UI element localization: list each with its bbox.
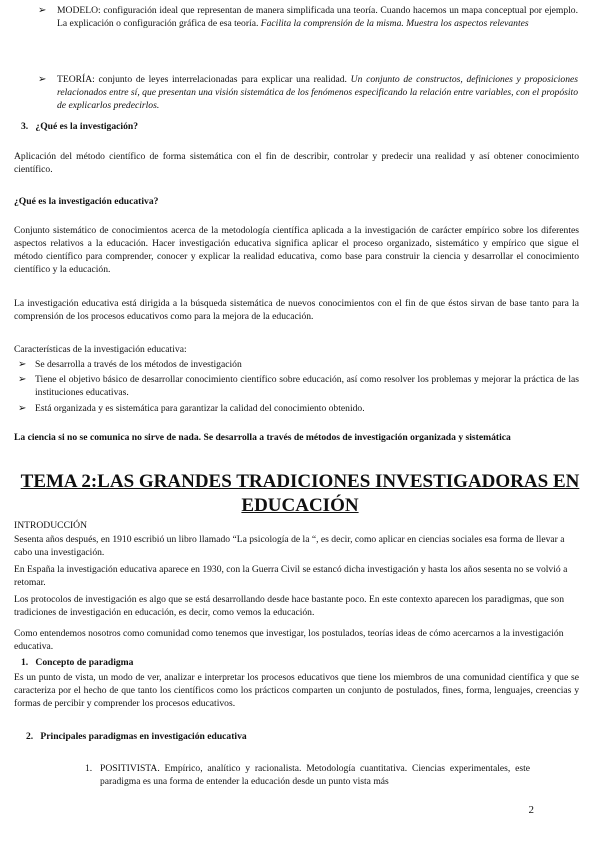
- principales-heading: 2. Principales paradigmas en investigación educativa: [26, 731, 247, 742]
- arrow-bullet-icon: ➢: [18, 359, 27, 370]
- tema-title: TEMA 2:LAS GRANDES TRADICIONES INVESTIGADORAS EN EDUCACIÓN: [20, 471, 580, 516]
- educativa-paragraph-1: Conjunto sistemático de conocimientos acerca de la metodología científica aplicada a la investigación de carácter empírico sobre los diferentes aspectos relativos a la educación. Hacer investigación educativa significa aplicar el proceso organizado, sistemático y empírico que sigue el método científico para comprender, conocer y explicar la realidad educativa, como base para construir la ciencia y desarrollar el conocimiento científico y la educación.: [14, 225, 579, 275]
- intro-line: Sesenta años después, en 1910 escribió un libro llamado “La psicología de la “, es decir, como aplicar en ciencias sociales esa forma de llevar a cabo una investigación.: [14, 534, 565, 558]
- bold-statement: La ciencia si no se comunica no sirve de nada. Se desarrolla a través de métodos de investigación organizada y sistemática: [14, 432, 511, 443]
- intro-label: INTRODUCCIÓN: [14, 520, 88, 531]
- page-number: 2: [528, 804, 534, 816]
- intro-line: En España la investigación educativa aparece en 1930, con la Guerra Civil se estancó dicha investigación y hasta los años sesenta no se volvió a retomar.: [14, 564, 568, 588]
- arrow-bullet-icon: ➢: [18, 403, 27, 414]
- caracteristicas-label: Características de la investigación educativa:: [14, 344, 187, 355]
- educativa-paragraph-2: La investigación educativa está dirigida a la búsqueda sistemática de nuevos conocimientos con el fin de que éstos sirvan de base tanto para la comprensión de los procesos educativos como para la mejora de la educación.: [14, 298, 579, 322]
- caracteristica-item: Está organizada y es sistemática para garantizar la calidad del conocimiento obtenido.: [35, 403, 365, 414]
- caracteristica-item: Tiene el objetivo básico de desarrollar conocimiento científico sobre educación, así como resolver los problemas y mejorar la práctica de las instituciones educativas.: [35, 374, 579, 398]
- arrow-bullet-icon: ➢: [38, 5, 47, 16]
- positivista-number: 1.: [85, 763, 93, 774]
- section-3-heading: 3. ¿Qué es la investigación?: [21, 121, 139, 132]
- concepto-heading: 1. Concepto de paradigma: [21, 657, 134, 668]
- positivista-item: POSITIVISTA. Empírico, analítico y racionalista. Metodología cuantitativa. Ciencias experimentales, este paradigma es una forma de entender la educación desde un punto vista más: [100, 763, 530, 787]
- arrow-bullet-icon: ➢: [38, 74, 47, 85]
- bullet-modelo: MODELO: configuración ideal que representan de manera simplificada una teoría. Cuando hacemos un mapa conceptual por ejemplo. La explicación o configuración gráfica de esa teoría. Facilita la comprensión de la misma. Muestra los aspectos relevantes: [57, 5, 578, 29]
- intro-line: Los protocolos de investigación es algo que se está desarrollando desde hace bastante poco. En este contexto aparecen los paradigmas, que son tradiciones de investigación en educación, es decir, como vemos la educación.: [14, 594, 564, 618]
- investigacion-paragraph: Aplicación del método científico de forma sistemática con el fin de describir, controlar y predecir una realidad y así obtener conocimiento científico.: [14, 151, 579, 175]
- caracteristica-item: Se desarrolla a través de los métodos de investigación: [35, 359, 242, 370]
- educativa-heading: ¿Qué es la investigación educativa?: [14, 196, 159, 207]
- arrow-bullet-icon: ➢: [18, 374, 27, 385]
- bullet-teoria: TEORÍA: conjunto de leyes interrelacionadas para explicar una realidad. Un conjunto de constructos, definiciones y proposiciones relacionados entre sí, que presentan una visión sistemática de los fenómenos especificando la relación entre variables, con el propósito de explicarlos predecirlos.: [57, 74, 578, 111]
- intro-line: Como entendemos nosotros como comunidad como tenemos que investigar, los postulados, teorías ideas de cómo acercarnos a la investigación educativa.: [14, 628, 564, 652]
- concepto-paragraph: Es un punto de vista, un modo de ver, analizar e interpretar los procesos educativos que tiene los miembros de una comunidad científica y que se caracteriza por el hecho de que tanto los científicos como los prácticos comparten un conjunto de postulados, fines, forma, lenguajes, creencias y formas de percibir y comprender los procesos educativos.: [14, 672, 579, 709]
